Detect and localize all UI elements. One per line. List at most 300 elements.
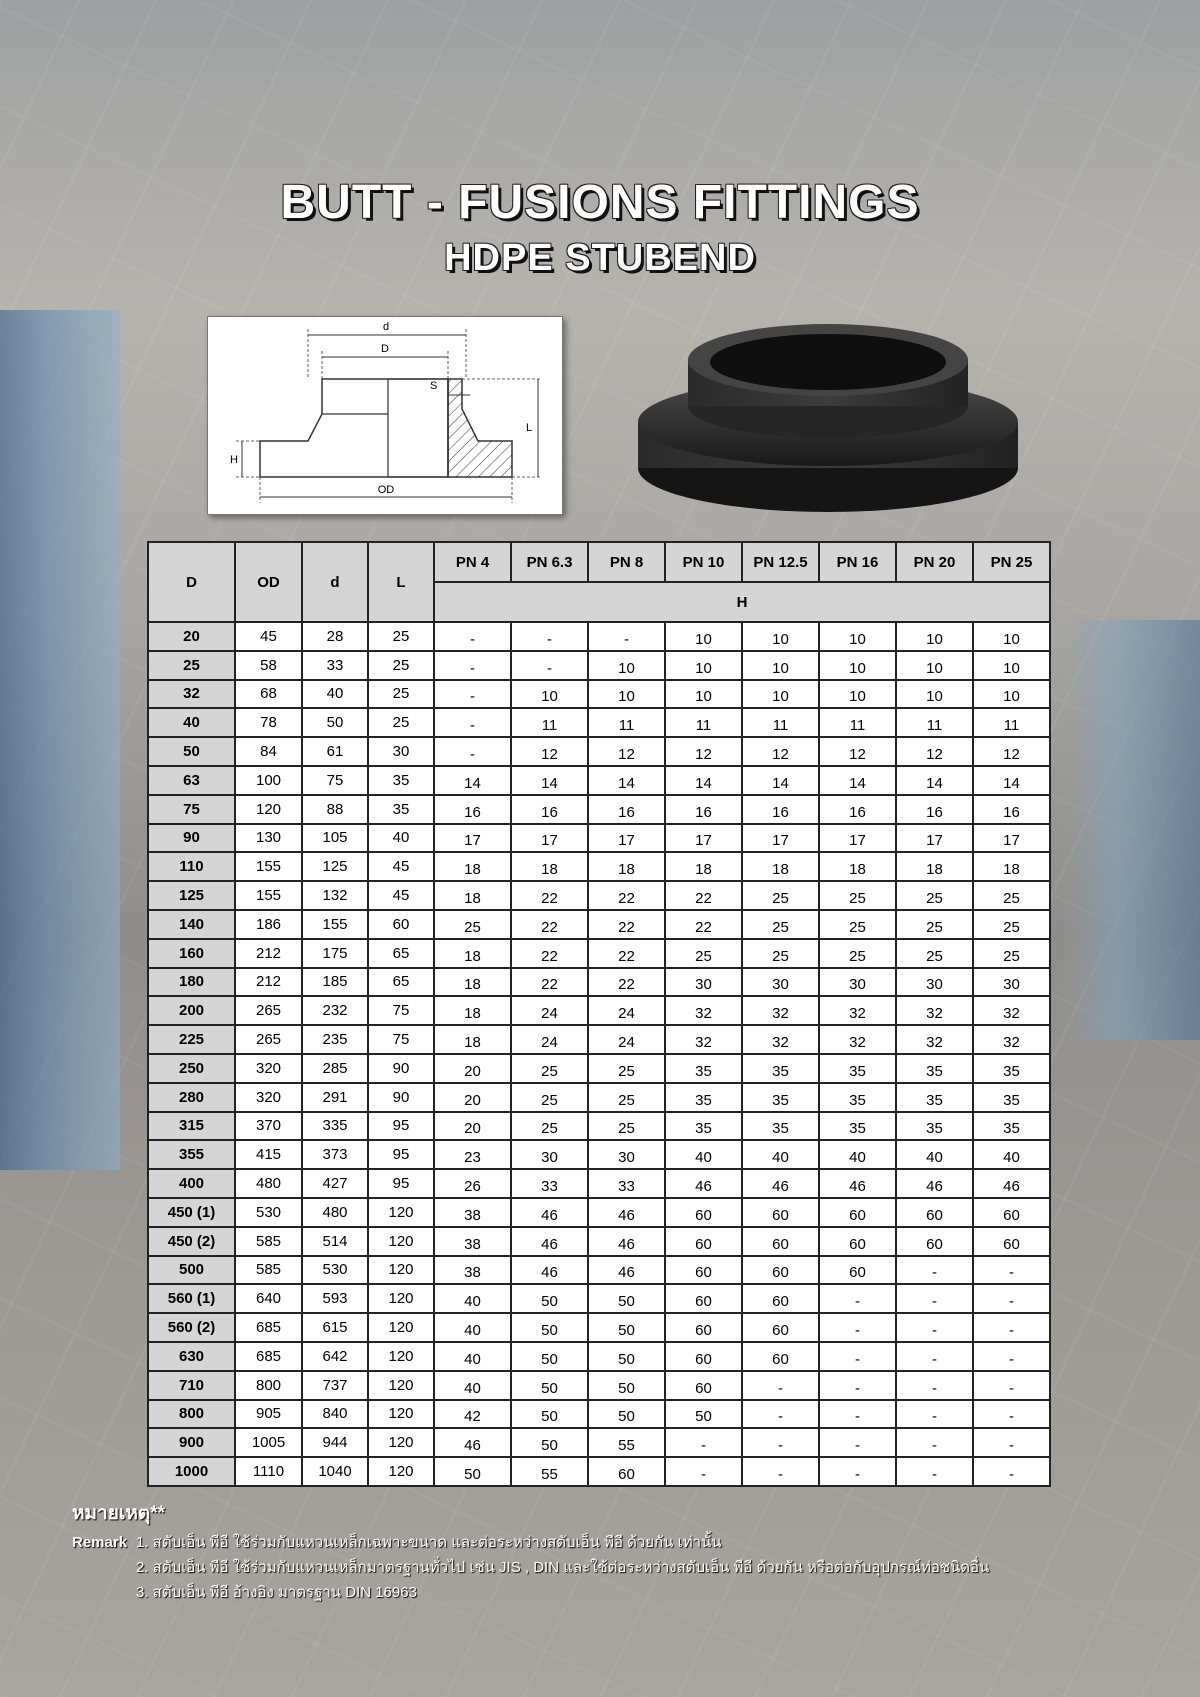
page-title: BUTT - FUSIONS FITTINGS: [280, 176, 920, 229]
cell-D: 125: [148, 881, 235, 910]
cell-H: -: [973, 1400, 1050, 1429]
table-row: [148, 1054, 1050, 1083]
cell-H: 10: [896, 680, 973, 709]
cell-H: 30: [973, 968, 1050, 997]
cell-H: 14: [511, 766, 588, 795]
cell-H: 24: [511, 1025, 588, 1054]
cell-d: 28: [302, 622, 368, 651]
cell-H: 35: [665, 1083, 742, 1112]
table-row: [148, 1140, 1050, 1169]
cell-H: 60: [665, 1371, 742, 1400]
cell-H: 17: [588, 824, 665, 853]
cell-OD: 186: [235, 910, 302, 939]
cell-H: 10: [973, 680, 1050, 709]
cell-d: 291: [302, 1083, 368, 1112]
cell-d: 235: [302, 1025, 368, 1054]
cell-H: -: [896, 1400, 973, 1429]
cell-L: 90: [368, 1083, 434, 1112]
cell-H: 46: [511, 1256, 588, 1285]
table-row: [148, 1227, 1050, 1256]
cell-H: 11: [742, 708, 819, 737]
cell-H: -: [819, 1342, 896, 1371]
cell-d: 480: [302, 1198, 368, 1227]
cell-H: 50: [511, 1428, 588, 1457]
cell-d: 514: [302, 1227, 368, 1256]
cell-D: 900: [148, 1428, 235, 1457]
cell-H: 11: [973, 708, 1050, 737]
cell-H: 10: [896, 622, 973, 651]
cell-H: 55: [588, 1428, 665, 1457]
cell-H: 16: [819, 795, 896, 824]
cell-H: 10: [819, 680, 896, 709]
cell-H: 60: [742, 1284, 819, 1313]
cell-H: 10: [742, 622, 819, 651]
cell-H: 30: [588, 1140, 665, 1169]
cell-H: 10: [665, 680, 742, 709]
cell-H: 40: [434, 1371, 511, 1400]
cell-H: 10: [742, 680, 819, 709]
cell-H: 32: [896, 996, 973, 1025]
cell-H: -: [819, 1313, 896, 1342]
cell-L: 120: [368, 1342, 434, 1371]
cell-H: 60: [665, 1256, 742, 1285]
cell-H: -: [973, 1256, 1050, 1285]
cell-L: 95: [368, 1112, 434, 1141]
table-row: [148, 824, 1050, 853]
stubend-photo-svg: [632, 318, 1024, 518]
remark-section: [72, 1498, 1172, 1605]
header-H: H: [434, 582, 1050, 622]
cell-D: 450 (1): [148, 1198, 235, 1227]
cell-d: 33: [302, 651, 368, 680]
cell-H: 26: [434, 1169, 511, 1198]
stubend-spec-table: [147, 541, 1051, 1487]
cell-H: 30: [511, 1140, 588, 1169]
cell-H: 30: [819, 968, 896, 997]
cell-H: -: [973, 1457, 1050, 1486]
cell-OD: 800: [235, 1371, 302, 1400]
cell-OD: 155: [235, 852, 302, 881]
cell-d: 132: [302, 881, 368, 910]
cell-H: 16: [588, 795, 665, 824]
cell-D: 40: [148, 708, 235, 737]
dim-label-S: S: [430, 380, 438, 392]
cell-H: 46: [511, 1198, 588, 1227]
cell-H: 18: [819, 852, 896, 881]
cell-OD: 78: [235, 708, 302, 737]
cell-H: -: [973, 1371, 1050, 1400]
cell-H: 22: [588, 968, 665, 997]
cell-OD: 905: [235, 1400, 302, 1429]
cell-d: 50: [302, 708, 368, 737]
cell-H: 16: [742, 795, 819, 824]
cell-L: 95: [368, 1140, 434, 1169]
stubend-cross-section-diagram: [207, 316, 563, 515]
cell-L: 75: [368, 996, 434, 1025]
cell-H: 60: [665, 1313, 742, 1342]
cell-H: 50: [588, 1371, 665, 1400]
cell-OD: 265: [235, 1025, 302, 1054]
cell-L: 120: [368, 1313, 434, 1342]
cell-H: -: [973, 1342, 1050, 1371]
cell-H: 40: [973, 1140, 1050, 1169]
cell-H: 35: [896, 1083, 973, 1112]
header-pn4: PN 4: [434, 542, 511, 582]
cell-L: 35: [368, 766, 434, 795]
cell-H: 46: [665, 1169, 742, 1198]
cell-H: 17: [819, 824, 896, 853]
cell-H: 16: [665, 795, 742, 824]
cell-H: 22: [588, 881, 665, 910]
cell-d: 427: [302, 1169, 368, 1198]
cell-H: -: [742, 1371, 819, 1400]
cell-H: 11: [588, 708, 665, 737]
cell-OD: 585: [235, 1256, 302, 1285]
header-OD: OD: [235, 542, 302, 622]
cell-H: 38: [434, 1256, 511, 1285]
cell-H: 12: [665, 737, 742, 766]
remark-heading: หมายเหตุ**: [72, 1503, 165, 1524]
cell-L: 120: [368, 1198, 434, 1227]
cell-H: 18: [511, 852, 588, 881]
cell-H: 14: [742, 766, 819, 795]
cell-H: 46: [588, 1227, 665, 1256]
cell-D: 280: [148, 1083, 235, 1112]
cell-H: 18: [973, 852, 1050, 881]
cell-H: -: [819, 1400, 896, 1429]
cell-H: 18: [434, 939, 511, 968]
cell-L: 65: [368, 968, 434, 997]
cell-OD: 1110: [235, 1457, 302, 1486]
cell-H: 25: [665, 939, 742, 968]
cell-H: -: [588, 622, 665, 651]
cell-L: 25: [368, 680, 434, 709]
cell-H: -: [742, 1457, 819, 1486]
cell-H: 25: [742, 939, 819, 968]
cell-H: 35: [973, 1054, 1050, 1083]
cell-d: 335: [302, 1112, 368, 1141]
cell-H: 32: [973, 1025, 1050, 1054]
cell-H: 50: [511, 1313, 588, 1342]
cell-H: 30: [742, 968, 819, 997]
table-row: [148, 939, 1050, 968]
cell-H: -: [896, 1428, 973, 1457]
cell-H: 25: [588, 1054, 665, 1083]
cell-H: 35: [896, 1112, 973, 1141]
cell-d: 737: [302, 1371, 368, 1400]
cell-L: 120: [368, 1400, 434, 1429]
cell-OD: 415: [235, 1140, 302, 1169]
cell-H: 25: [973, 939, 1050, 968]
table-row: [148, 1428, 1050, 1457]
cell-H: 40: [896, 1140, 973, 1169]
remark-item-3: 3. สตับเอ็น พีอี อ้างอิง มาตรฐาน DIN 16963: [136, 1584, 417, 1601]
cell-d: 155: [302, 910, 368, 939]
cell-H: 35: [742, 1112, 819, 1141]
remark-item: [72, 1530, 1172, 1555]
cell-OD: 45: [235, 622, 302, 651]
cell-OD: 1005: [235, 1428, 302, 1457]
cell-d: 175: [302, 939, 368, 968]
cell-H: 18: [742, 852, 819, 881]
diagram-svg: [208, 317, 562, 514]
table-row: [148, 795, 1050, 824]
cell-D: 500: [148, 1256, 235, 1285]
dim-label-D: D: [381, 343, 389, 355]
cell-H: 14: [665, 766, 742, 795]
cell-H: 14: [973, 766, 1050, 795]
cell-D: 450 (2): [148, 1227, 235, 1256]
cell-H: 18: [434, 881, 511, 910]
cell-D: 32: [148, 680, 235, 709]
header-pn16: PN 16: [819, 542, 896, 582]
remark-label: Remark: [72, 1534, 128, 1551]
cell-H: 25: [434, 910, 511, 939]
table-row: [148, 766, 1050, 795]
table-header-row: [148, 542, 1050, 582]
cell-H: 32: [665, 1025, 742, 1054]
header-d: d: [302, 542, 368, 622]
cell-H: 60: [819, 1198, 896, 1227]
cell-L: 45: [368, 852, 434, 881]
cell-H: 17: [896, 824, 973, 853]
cell-H: -: [665, 1457, 742, 1486]
cell-H: 10: [973, 622, 1050, 651]
cell-H: 32: [665, 996, 742, 1025]
cell-D: 355: [148, 1140, 235, 1169]
cell-H: 60: [973, 1227, 1050, 1256]
cell-H: -: [896, 1284, 973, 1313]
cell-H: 17: [742, 824, 819, 853]
cell-d: 530: [302, 1256, 368, 1285]
background-machinery-left: [0, 310, 120, 1170]
cell-H: 25: [511, 1112, 588, 1141]
cell-H: 50: [434, 1457, 511, 1486]
cell-OD: 84: [235, 737, 302, 766]
cell-d: 185: [302, 968, 368, 997]
header-pn25: PN 25: [973, 542, 1050, 582]
cell-H: 25: [819, 881, 896, 910]
cell-D: 200: [148, 996, 235, 1025]
cell-H: 32: [819, 1025, 896, 1054]
cell-H: 40: [434, 1313, 511, 1342]
cell-H: 17: [665, 824, 742, 853]
cell-H: 22: [665, 910, 742, 939]
cell-H: 22: [511, 939, 588, 968]
cell-H: 17: [511, 824, 588, 853]
cell-OD: 320: [235, 1054, 302, 1083]
cell-H: 24: [588, 1025, 665, 1054]
cell-H: -: [819, 1457, 896, 1486]
cell-H: 46: [588, 1198, 665, 1227]
cell-H: 12: [588, 737, 665, 766]
cell-H: 60: [742, 1256, 819, 1285]
cell-L: 120: [368, 1284, 434, 1313]
cell-OD: 370: [235, 1112, 302, 1141]
table-row: [148, 622, 1050, 651]
cell-H: 35: [742, 1054, 819, 1083]
cell-D: 75: [148, 795, 235, 824]
cell-H: 60: [973, 1198, 1050, 1227]
cell-H: 60: [665, 1342, 742, 1371]
cell-H: 25: [896, 939, 973, 968]
cell-H: 35: [665, 1112, 742, 1141]
cell-H: 32: [973, 996, 1050, 1025]
cell-H: 46: [742, 1169, 819, 1198]
cell-d: 75: [302, 766, 368, 795]
cell-H: 50: [588, 1284, 665, 1313]
remark-item-1: 1. สตับเอ็น พีอี ใช้ร่วมกับแหวนเหล็กเฉพาะขนาด และต่อระหว่างสตับเอ็น พีอี ด้วยกัน เท่านั้น: [136, 1534, 722, 1551]
cell-H: 50: [665, 1400, 742, 1429]
cell-L: 120: [368, 1371, 434, 1400]
cell-H: 20: [434, 1083, 511, 1112]
cell-L: 40: [368, 824, 434, 853]
cell-H: 25: [742, 881, 819, 910]
cell-H: 25: [973, 881, 1050, 910]
cell-H: 25: [588, 1112, 665, 1141]
cell-OD: 640: [235, 1284, 302, 1313]
cell-H: 46: [434, 1428, 511, 1457]
cell-D: 250: [148, 1054, 235, 1083]
cell-H: 18: [434, 852, 511, 881]
cell-H: 46: [588, 1256, 665, 1285]
cell-H: 14: [896, 766, 973, 795]
cell-H: -: [434, 737, 511, 766]
cell-H: 14: [588, 766, 665, 795]
cell-H: 60: [742, 1313, 819, 1342]
cell-H: 60: [742, 1342, 819, 1371]
cell-H: 40: [819, 1140, 896, 1169]
page-subtitle: HDPE STUBEND: [444, 237, 756, 279]
cell-H: 10: [896, 651, 973, 680]
cell-D: 110: [148, 852, 235, 881]
cell-d: 944: [302, 1428, 368, 1457]
cell-H: 10: [742, 651, 819, 680]
cell-H: -: [742, 1400, 819, 1429]
cell-H: 50: [588, 1313, 665, 1342]
cell-H: 60: [896, 1198, 973, 1227]
cell-H: -: [896, 1371, 973, 1400]
table-row: [148, 651, 1050, 680]
cell-D: 140: [148, 910, 235, 939]
cell-D: 560 (2): [148, 1313, 235, 1342]
remark-item-2: 2. สตับเอ็น พีอี ใช้ร่วมกับแหวนเหล็กมาตรฐานทั่วไป เช่น JIS , DIN และใช้ต่อระหว่างสตับเอ็น พีอี ด้วยกัน หรือต่อกับอุปกรณ์ท่อชนิดอื่น: [136, 1559, 990, 1576]
table-row: [148, 708, 1050, 737]
cell-H: 10: [819, 651, 896, 680]
table-row: [148, 852, 1050, 881]
cell-H: -: [434, 622, 511, 651]
cell-H: 46: [511, 1227, 588, 1256]
cell-D: 180: [148, 968, 235, 997]
table-row: [148, 1400, 1050, 1429]
cell-OD: 212: [235, 939, 302, 968]
cell-H: 18: [896, 852, 973, 881]
cell-H: -: [742, 1428, 819, 1457]
cell-D: 560 (1): [148, 1284, 235, 1313]
cell-d: 615: [302, 1313, 368, 1342]
cell-H: 46: [819, 1169, 896, 1198]
cell-H: -: [511, 622, 588, 651]
cell-L: 120: [368, 1227, 434, 1256]
dim-label-H: H: [230, 454, 238, 466]
cell-H: -: [434, 680, 511, 709]
cell-H: 60: [665, 1284, 742, 1313]
cell-OD: 58: [235, 651, 302, 680]
cell-H: 10: [588, 680, 665, 709]
remark-item: [72, 1555, 1172, 1580]
cell-H: 60: [896, 1227, 973, 1256]
cell-OD: 685: [235, 1342, 302, 1371]
cell-H: 20: [434, 1054, 511, 1083]
cell-OD: 685: [235, 1313, 302, 1342]
cell-H: 16: [896, 795, 973, 824]
cell-L: 60: [368, 910, 434, 939]
cell-H: 30: [665, 968, 742, 997]
cell-d: 593: [302, 1284, 368, 1313]
cell-H: -: [819, 1428, 896, 1457]
cell-H: 10: [819, 622, 896, 651]
header-pn6-3: PN 6.3: [511, 542, 588, 582]
cell-L: 30: [368, 737, 434, 766]
cell-H: 10: [665, 651, 742, 680]
cell-L: 120: [368, 1256, 434, 1285]
table-row: [148, 1284, 1050, 1313]
cell-OD: 265: [235, 996, 302, 1025]
cell-H: 16: [973, 795, 1050, 824]
cell-OD: 100: [235, 766, 302, 795]
table-row: [148, 968, 1050, 997]
dim-label-OD: OD: [377, 484, 395, 496]
cell-H: 25: [896, 910, 973, 939]
header-pn10: PN 10: [665, 542, 742, 582]
table-row: [148, 680, 1050, 709]
cell-D: 50: [148, 737, 235, 766]
cell-H: 32: [742, 996, 819, 1025]
cell-H: 18: [434, 1025, 511, 1054]
cell-H: 46: [896, 1169, 973, 1198]
cell-OD: 585: [235, 1227, 302, 1256]
cell-d: 125: [302, 852, 368, 881]
cell-d: 88: [302, 795, 368, 824]
cell-H: 35: [973, 1112, 1050, 1141]
cell-H: -: [896, 1256, 973, 1285]
cell-H: 12: [819, 737, 896, 766]
cell-H: 35: [973, 1083, 1050, 1112]
cell-H: 32: [742, 1025, 819, 1054]
cell-OD: 130: [235, 824, 302, 853]
cell-H: -: [819, 1284, 896, 1313]
table-row: [148, 996, 1050, 1025]
table-row: [148, 1025, 1050, 1054]
cell-OD: 68: [235, 680, 302, 709]
cell-d: 61: [302, 737, 368, 766]
cell-H: 35: [665, 1054, 742, 1083]
header-pn12-5: PN 12.5: [742, 542, 819, 582]
table-row: [148, 1169, 1050, 1198]
cell-H: 11: [511, 708, 588, 737]
table-row: [148, 881, 1050, 910]
cell-L: 90: [368, 1054, 434, 1083]
cell-H: 50: [511, 1371, 588, 1400]
cell-d: 373: [302, 1140, 368, 1169]
cell-H: -: [434, 651, 511, 680]
cell-H: 46: [973, 1169, 1050, 1198]
table-row: [148, 1371, 1050, 1400]
cell-L: 95: [368, 1169, 434, 1198]
cell-L: 120: [368, 1457, 434, 1486]
cell-H: 22: [511, 910, 588, 939]
cell-H: 16: [434, 795, 511, 824]
